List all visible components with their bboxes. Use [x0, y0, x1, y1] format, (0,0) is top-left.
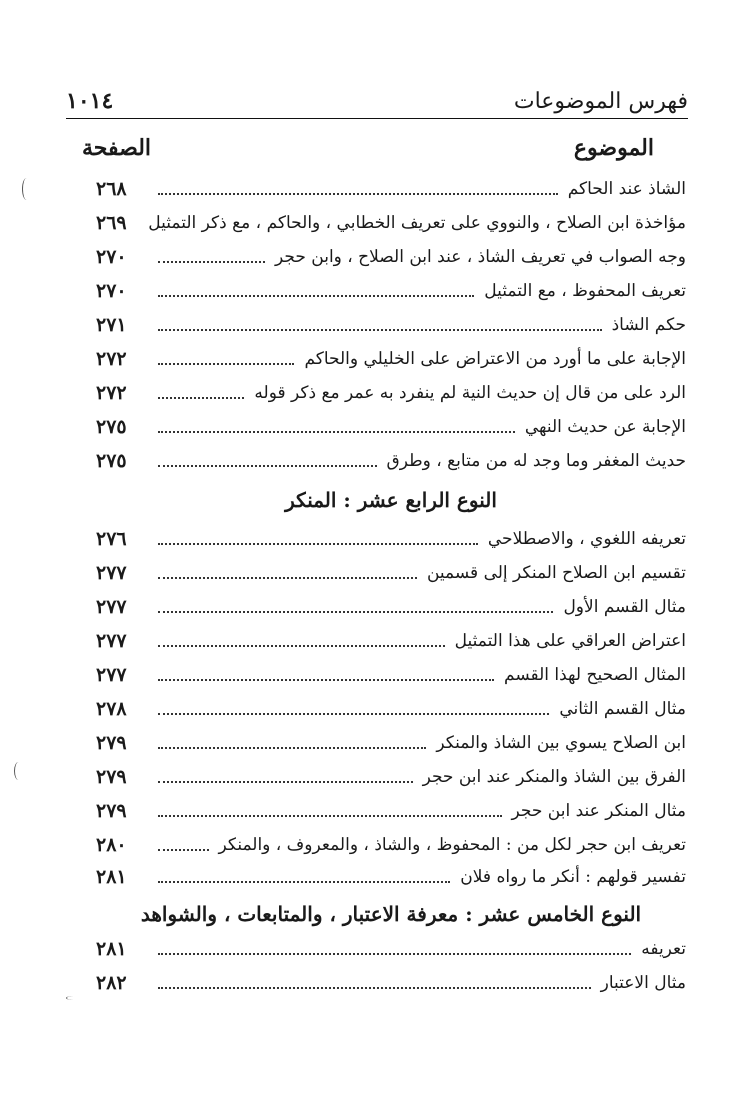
toc-entry — [96, 410, 686, 443]
toc-entry-title: اعتراض العراقي على هذا التمثيل — [454, 630, 686, 651]
leader-dots — [158, 329, 602, 331]
toc-entry-title: تعريفه — [641, 938, 686, 959]
toc-entry-title: تقسيم ابن الصلاح المنكر إلى قسمين — [426, 562, 686, 583]
toc-entry — [96, 760, 686, 793]
leader-dots — [158, 815, 502, 817]
toc-entry-title: مثال المنكر عند ابن حجر — [511, 800, 686, 821]
toc-entry — [96, 828, 686, 861]
toc-entry — [96, 932, 686, 965]
toc-entry-page: ٢٧٢ — [96, 381, 127, 404]
toc-entry-page: ٢٧٦ — [96, 527, 127, 550]
toc-entry-title: وجه الصواب في تعريف الشاذ ، عند ابن الصلاح ، وابن حجر — [275, 246, 686, 267]
toc-entry-page: ٢٧٧ — [96, 595, 127, 618]
toc-entry-title: تعريفه اللغوي ، والاصطلاحي — [487, 528, 686, 549]
leader-dots — [158, 193, 558, 195]
toc-entry-title: حديث المغفر وما وجد له من متابع ، وطرق — [386, 450, 686, 471]
toc-entry — [96, 206, 686, 239]
toc-entry-title: المثال الصحيح لهذا القسم — [504, 664, 686, 685]
toc-entry-page: ٢٧١ — [96, 313, 127, 336]
scan-mark — [66, 996, 81, 1000]
toc-entry — [96, 966, 686, 999]
toc-entry-page: ٢٧٧ — [96, 629, 127, 652]
toc-entry-title: تعريف المحفوظ ، مع التمثيل — [484, 280, 686, 301]
page-column-header: الصفحة — [82, 135, 152, 161]
leader-dots — [158, 679, 494, 681]
toc-entry-page: ٢٨١ — [96, 937, 127, 960]
toc-entry-page: ٢٨٢ — [96, 971, 127, 994]
toc-entry-title: حكم الشاذ — [611, 314, 686, 335]
toc-entry-title: تفسير قولهم : أنكر ما رواه فلان — [460, 866, 686, 887]
toc-entry — [96, 860, 686, 893]
toc-entry — [96, 658, 686, 691]
toc-entry-page: ٢٨٠ — [96, 833, 127, 856]
section-heading-15: النوع الخامس عشر : معرفة الاعتبار ، والمتابعات ، والشواهد — [140, 902, 642, 926]
toc-entry — [96, 240, 686, 273]
leader-dots — [158, 431, 515, 433]
scan-mark — [22, 178, 31, 200]
leader-dots — [158, 781, 413, 783]
toc-entry-page: ٢٦٩ — [96, 211, 127, 234]
toc-entry-page: ٢٧٩ — [96, 765, 127, 788]
toc-entry-title: الإجابة على ما أورد من الاعتراض على الخليلي والحاكم — [304, 348, 686, 369]
toc-entry — [96, 590, 686, 623]
scan-mark — [14, 762, 23, 780]
toc-entry-title: الإجابة عن حديث النهي — [524, 416, 686, 437]
running-title: فهرس الموضوعات — [513, 88, 688, 114]
toc-entry-page: ٢٧٢ — [96, 347, 127, 370]
toc-entry-page: ٢٧٠ — [96, 245, 127, 268]
toc-entry-page: ٢٧٠ — [96, 279, 127, 302]
running-header — [66, 88, 688, 114]
leader-dots — [158, 849, 209, 851]
leader-dots — [158, 261, 265, 263]
toc-entry-title: الشاذ عند الحاكم — [567, 178, 686, 199]
column-headers — [82, 132, 654, 164]
toc-entry-page: ٢٦٨ — [96, 177, 127, 200]
toc-entry-title: مثال القسم الثاني — [559, 698, 686, 719]
toc-entry-title: الفرق بين الشاذ والمنكر عند ابن حجر — [422, 766, 686, 787]
toc-entry-page: ٢٨١ — [96, 865, 127, 888]
toc-entry-page: ٢٧٥ — [96, 415, 127, 438]
toc-entry-title: الرد على من قال إن حديث النية لم ينفرد به عمر مع ذكر قوله — [254, 382, 686, 403]
toc-entry — [96, 274, 686, 307]
toc-entry-title: مؤاخذة ابن الصلاح ، والنووي على تعريف الخطابي ، والحاكم ، مع ذكر التمثيل — [148, 212, 686, 233]
toc-entry — [96, 692, 686, 725]
toc-entry-title: مثال القسم الأول — [563, 596, 686, 617]
header-rule — [66, 118, 688, 119]
leader-dots — [158, 881, 450, 883]
leader-dots — [158, 577, 417, 579]
toc-entry — [96, 376, 686, 409]
toc-entry — [96, 726, 686, 759]
toc-entry — [96, 172, 686, 205]
leader-dots — [158, 987, 591, 989]
toc-entry — [96, 794, 686, 827]
leader-dots — [158, 953, 631, 955]
toc-entry-title: ابن الصلاح يسوي بين الشاذ والمنكر — [436, 732, 686, 753]
leader-dots — [158, 611, 553, 613]
leader-dots — [158, 363, 294, 365]
toc-entry-page: ٢٧٧ — [96, 663, 127, 686]
leader-dots — [158, 645, 445, 647]
leader-dots — [158, 747, 426, 749]
topic-column-header: الموضوع — [573, 135, 654, 161]
leader-dots — [158, 295, 474, 297]
toc-entry — [96, 624, 686, 657]
leader-dots — [158, 543, 478, 545]
toc-entry-title: تعريف ابن حجر لكل من : المحفوظ ، والشاذ ، والمعروف ، والمنكر — [218, 834, 686, 855]
toc-entry — [96, 444, 686, 477]
toc-entry-page: ٢٧٨ — [96, 697, 127, 720]
section-heading-14: النوع الرابع عشر : المنكر — [285, 488, 497, 512]
leader-dots — [158, 397, 244, 399]
toc-entry-page: ٢٧٥ — [96, 449, 127, 472]
leader-dots — [158, 713, 549, 715]
toc-entry-page: ٢٧٧ — [96, 561, 127, 584]
toc-entry — [96, 522, 686, 555]
toc-entry — [96, 342, 686, 375]
leader-dots — [158, 465, 377, 467]
table-of-contents — [96, 172, 686, 1002]
page-number: ١٠١٤ — [66, 88, 114, 114]
toc-entry-page: ٢٧٩ — [96, 799, 127, 822]
toc-entry-page: ٢٧٩ — [96, 731, 127, 754]
toc-entry — [96, 308, 686, 341]
toc-entry — [96, 556, 686, 589]
toc-entry-title: مثال الاعتبار — [600, 972, 686, 993]
